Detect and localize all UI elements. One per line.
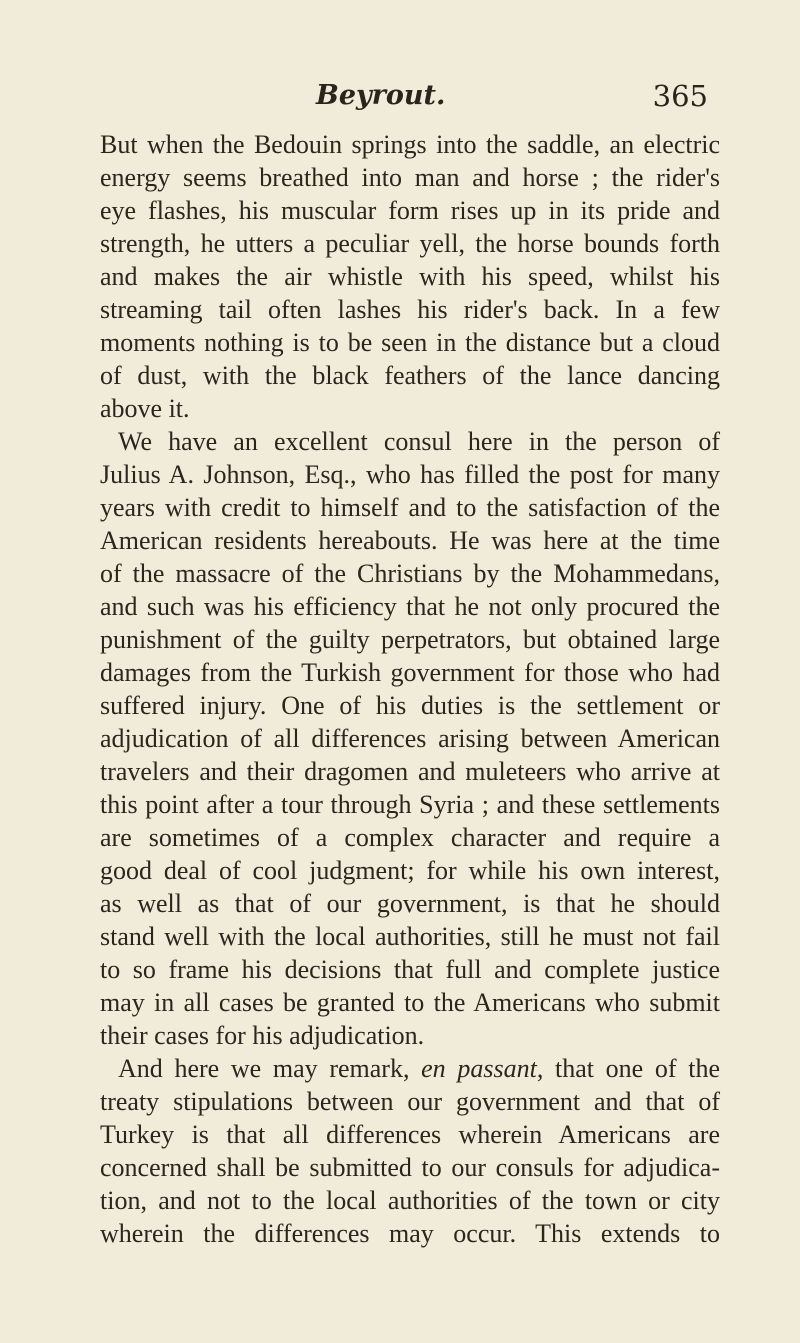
- text-line: may in all cases be granted to the Americans who submit: [100, 988, 720, 1017]
- text-line: adjudication of all differences arising between American: [100, 724, 720, 753]
- text-line: tion, and not to the local authorities of the town or city: [100, 1186, 720, 1215]
- body-text: [100, 128, 720, 1250]
- text-line: their cases for his adjudication.: [100, 1021, 425, 1050]
- page-number: 365: [652, 79, 708, 113]
- italic-phrase: en passant: [421, 1054, 537, 1083]
- text-line: stand well with the local authorities, still he must not fail: [100, 922, 720, 951]
- text-line: this point after a tour through Syria ; and these settlements: [100, 790, 720, 819]
- text-line: travelers and their dragomen and muleteers who arrive at: [100, 757, 720, 786]
- text-line: damages from the Turkish government for those who had: [100, 658, 720, 687]
- text-line: and makes the air whistle with his speed, whilst his: [100, 262, 720, 291]
- text-line: moments nothing is to be seen in the distance but a cloud: [100, 328, 720, 357]
- text-line: eye flashes, his muscular form rises up in its pride and: [100, 196, 720, 225]
- text-line: treaty stipulations between our government and that of: [100, 1087, 720, 1116]
- text-line: wherein the differences may occur. This extends to: [100, 1219, 720, 1248]
- text-line: strength, he utters a peculiar yell, the horse bounds forth: [100, 229, 720, 258]
- text-line: above it.: [100, 394, 190, 423]
- text-segment: And here we may remark,: [118, 1054, 422, 1083]
- page-header: [100, 76, 720, 120]
- text-line: good deal of cool judgment; for while his own interest,: [100, 856, 720, 885]
- text-line: But when the Bedouin springs into the saddle, an electric: [100, 130, 720, 159]
- text-line: of the massacre of the Christians by the Mohammedans,: [100, 559, 720, 588]
- running-title: Beyrout.: [316, 80, 446, 111]
- text-line: suffered injury. One of his duties is the settlement or: [100, 691, 720, 720]
- text-line: years with credit to himself and to the satisfaction of the: [100, 493, 720, 522]
- text-line-with-italic: [100, 1052, 720, 1085]
- text-line: streaming tail often lashes his rider's back. In a few: [100, 295, 720, 324]
- text-line: American residents hereabouts. He was here at the time: [100, 526, 720, 555]
- text-line: We have an excellent consul here in the person of: [118, 427, 720, 456]
- text-segment: , that one of the: [536, 1054, 721, 1083]
- text-line: concerned shall be submitted to our consuls for adjudica-: [100, 1153, 720, 1182]
- text-line: and such was his efficiency that he not only procured the: [100, 592, 720, 621]
- text-line: Turkey is that all differences wherein Americans are: [100, 1120, 720, 1149]
- text-line: are sometimes of a complex character and require a: [100, 823, 720, 852]
- text-line: of dust, with the black feathers of the lance dancing: [100, 361, 720, 390]
- text-line: punishment of the guilty perpetrators, but obtained large: [100, 625, 720, 654]
- text-line: to so frame his decisions that full and complete justice: [100, 955, 720, 984]
- text-line: energy seems breathed into man and horse ; the rider's: [100, 163, 720, 192]
- text-line: as well as that of our government, is that he should: [100, 889, 720, 918]
- text-line: Julius A. Johnson, Esq., who has filled the post for many: [100, 460, 720, 489]
